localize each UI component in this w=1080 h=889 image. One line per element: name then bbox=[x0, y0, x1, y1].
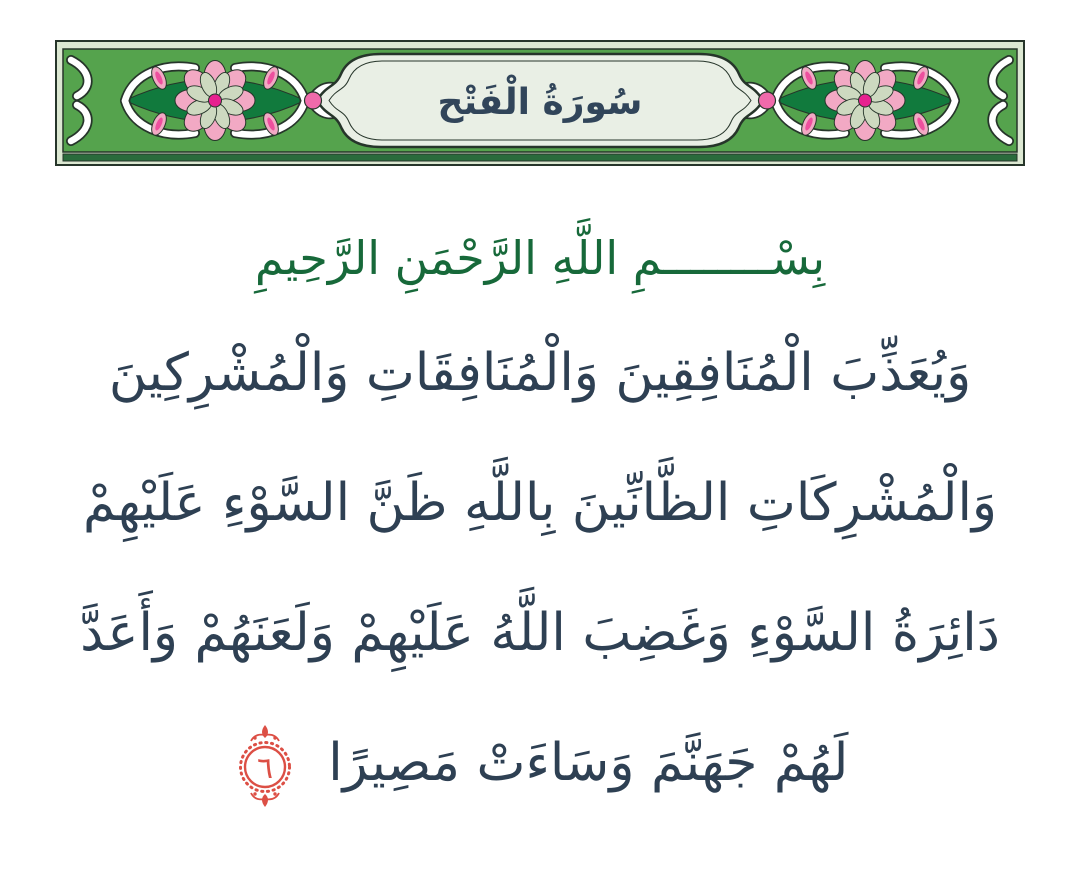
verse-line-2: وَالْمُشْرِكَاتِ الظَّانِّينَ بِاللَّهِ ظَنَّ السَّوْءِ عَلَيْهِمْ bbox=[82, 473, 997, 533]
verse-end-ornament-icon bbox=[232, 724, 298, 808]
verse-line-1: وَيُعَذِّبَ الْمُنَافِقِينَ وَالْمُنَافِقَاتِ وَالْمُشْرِكِينَ bbox=[108, 343, 972, 403]
verse-line-4 bbox=[30, 698, 1050, 828]
bismillah-line: بِسْــــــــمِ اللَّهِ الرَّحْمَنِ الرَّحِيمِ bbox=[254, 231, 826, 285]
verse-text-block bbox=[30, 308, 1050, 828]
surah-title: سُورَةُ الْفَتْح bbox=[437, 82, 643, 123]
verse-number-medallion bbox=[232, 724, 298, 808]
verse-number: ٦ bbox=[256, 751, 273, 786]
verse-line-4-text: لَهُمْ جَهَنَّمَ وَسَاءَتْ مَصِيرًا bbox=[328, 733, 849, 793]
banner-ornament-graphic bbox=[55, 40, 1025, 166]
verse-line-3: دَائِرَةُ السَّوْءِ وَغَضِبَ اللَّهُ عَلَيْهِمْ وَلَعَنَهُمْ وَأَعَدَّ bbox=[80, 603, 1000, 663]
surah-header-banner bbox=[55, 40, 1025, 166]
